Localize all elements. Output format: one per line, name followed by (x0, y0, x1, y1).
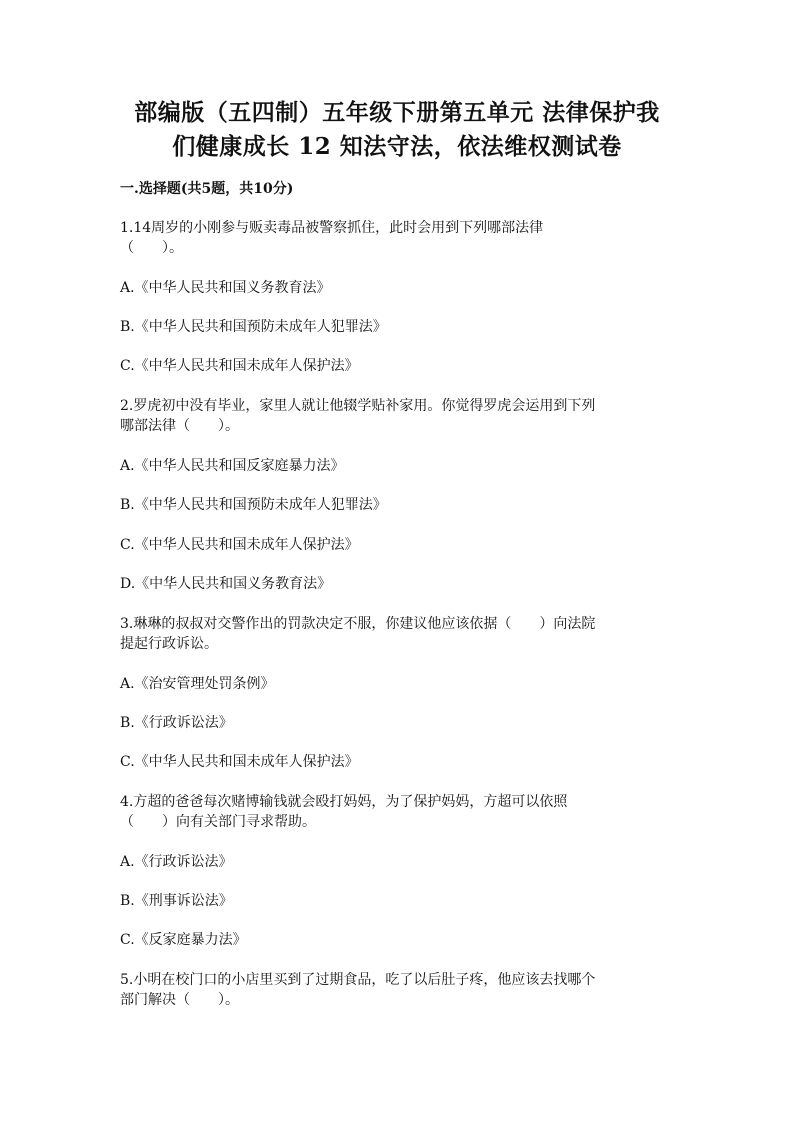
question-2-option-b: B.《中华人民共和国预防未成年人犯罪法》 (120, 497, 387, 513)
section-heading: 一.选择题(共5题，共10分) (120, 181, 294, 197)
question-3-option-c: C.《中华人民共和国未成年人保护法》 (120, 754, 359, 770)
question-1-stem (120, 218, 680, 258)
question-2-option-d: D.《中华人民共和国义务教育法》 (120, 576, 332, 592)
question-3-option-a: A.《治安管理处罚条例》 (120, 676, 275, 692)
question-1-option-b: B.《中华人民共和国预防未成年人犯罪法》 (120, 319, 387, 335)
title-line-1: 部编版（五四制）五年级下册第五单元 法律保护我 (134, 99, 660, 126)
question-2-stem (120, 396, 680, 436)
question-3-stem (120, 614, 680, 654)
question-stem-line: 2.罗虎初中没有毕业，家里人就让他辍学贴补家用。你觉得罗虎会运用到下列 (120, 398, 596, 414)
question-stem-line: （ ）。 (120, 240, 183, 256)
question-1-option-c: C.《中华人民共和国未成年人保护法》 (120, 358, 359, 374)
question-stem-line: 提起行政诉讼。 (120, 636, 218, 652)
question-stem-line: 3.琳琳的叔叔对交警作出的罚款决定不服，你建议他应该依据（ ）向法院 (120, 616, 596, 632)
page-title (110, 96, 684, 164)
question-4-stem (120, 792, 680, 832)
question-2-option-a: A.《中华人民共和国反家庭暴力法》 (120, 458, 345, 474)
question-4-option-a: A.《行政诉讼法》 (120, 854, 233, 870)
question-1-option-a: A.《中华人民共和国义务教育法》 (120, 280, 331, 296)
question-stem-line: 5.小明在校门口的小店里买到了过期食品，吃了以后肚子疼，他应该去找哪个 (120, 972, 596, 988)
question-stem-line: 部门解决（ ）。 (120, 992, 239, 1008)
question-2-option-c: C.《中华人民共和国未成年人保护法》 (120, 537, 359, 553)
title-line-2: 们健康成长 12 知法守法，依法维权测试卷 (172, 133, 622, 160)
question-5-stem (120, 970, 680, 1010)
question-stem-line: （ ）向有关部门寻求帮助。 (120, 814, 316, 830)
question-stem-line: 4.方超的爸爸每次赌博输钱就会殴打妈妈，为了保护妈妈，方超可以依照 (120, 794, 568, 810)
question-4-option-b: B.《刑事诉讼法》 (120, 893, 233, 909)
question-stem-line: 1.14周岁的小刚参与贩卖毒品被警察抓住，此时会用到下列哪部法律 (120, 220, 544, 236)
question-4-option-c: C.《反家庭暴力法》 (120, 932, 247, 948)
question-3-option-b: B.《行政诉讼法》 (120, 715, 233, 731)
question-stem-line: 哪部法律（ ）。 (120, 418, 239, 434)
